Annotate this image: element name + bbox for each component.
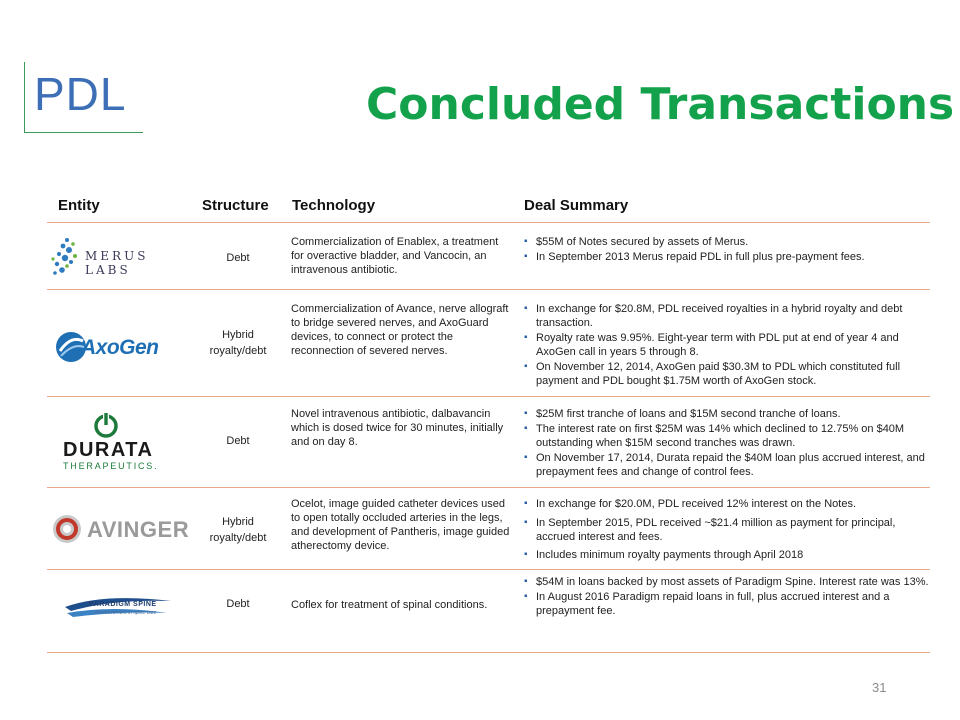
axogen-wordmark: AxoGen bbox=[81, 336, 159, 359]
row-technology: Commercialization of Enablex, a treatment for overactive bladder, and Vancocin, an intravenous antibiotic. bbox=[291, 236, 499, 276]
row-structure: Hybrid royalty/debt bbox=[209, 516, 267, 544]
row-technology: Commercialization of Avance, nerve allograft to bridge severed nerves, and AxoGuard devices, to connect or protect the reconnection of severed nerves. bbox=[291, 303, 509, 357]
summary-item: ▪ The interest rate on first $25M was 14% which declined to 12.75% on $40M outstanding when $15M second tranches was drawn. bbox=[524, 422, 929, 450]
row-technology: Coflex for treatment of spinal conditions. bbox=[291, 599, 488, 611]
summary-item: ▪ In September 2013 Merus repaid PDL in full plus pre-payment fees. bbox=[524, 250, 929, 264]
paradigm-spine-logo bbox=[47, 593, 192, 623]
row-structure: Hybrid royalty/debt bbox=[209, 329, 267, 357]
row-deal-summary bbox=[524, 235, 929, 265]
paradigm-spine-wordmark: PARADIGM SPINE bbox=[89, 601, 157, 608]
summary-item: ▪ Royalty rate was 9.95%. Eight-year term with PDL put at end of year 4 and AxoGen call in years 5 through 8. bbox=[524, 331, 929, 359]
merus-labs-wordmark: MERUS LABS bbox=[85, 249, 149, 277]
summary-item: ▪ $25M first tranche of loans and $15M second tranche of loans. bbox=[524, 407, 929, 421]
durata-subtitle: THERAPEUTICS. bbox=[63, 461, 159, 471]
row-deal-summary bbox=[524, 497, 929, 563]
table-row bbox=[47, 487, 930, 569]
header-deal-summary: Deal Summary bbox=[524, 197, 629, 214]
avinger-wordmark: AVINGER bbox=[87, 517, 190, 542]
table-bottom-divider bbox=[47, 652, 930, 653]
page-title: Concluded Transactions bbox=[366, 79, 955, 130]
row-deal-summary bbox=[524, 302, 929, 389]
header-structure: Structure bbox=[202, 197, 269, 214]
row-technology: Ocelot, image guided catheter devices used to open totally occluded arteries in the legs, and development of Pantheris, image guided atherectomy device. bbox=[291, 498, 510, 552]
durata-wordmark: DURATA bbox=[63, 439, 154, 461]
header-technology: Technology bbox=[292, 197, 376, 214]
summary-item: ▪ In exchange for $20.0M, PDL received 12% interest on the Notes. bbox=[524, 497, 929, 511]
table-row bbox=[47, 569, 930, 652]
summary-item: ▪ $54M in loans backed by most assets of Paradigm Spine. Interest rate was 13%. bbox=[524, 575, 929, 589]
avinger-mark-icon bbox=[51, 513, 83, 545]
table-row bbox=[47, 222, 930, 289]
row-structure: Debt bbox=[226, 435, 250, 447]
paradigm-spine-tagline: the movement in spine care bbox=[95, 610, 157, 616]
summary-item: ▪ On November 12, 2014, AxoGen paid $30.3M to PDL which constituted full payment and PDL bought $1.75M worth of AxoGen stock. bbox=[524, 360, 929, 388]
avinger-logo bbox=[47, 512, 192, 546]
durata-logo bbox=[47, 412, 192, 472]
pdl-logo-text: PDL bbox=[34, 68, 127, 120]
summary-item: ▪ In September 2015, PDL received ~$21.4 million as payment for principal, accrued interest and fees. bbox=[524, 516, 929, 544]
merus-labs-logo bbox=[47, 232, 192, 280]
paradigm-swoosh-icon bbox=[63, 593, 173, 623]
row-technology: Novel intravenous antibiotic, dalbavancin which is dosed twice for 30 minutes, initially and on day 8. bbox=[291, 408, 504, 448]
summary-item: ▪ In August 2016 Paradigm repaid loans in full, plus accrued interest and a prepayment fee. bbox=[524, 590, 929, 618]
summary-item: ▪ In exchange for $20.8M, PDL received royalties in a hybrid royalty and debt transaction. bbox=[524, 302, 929, 330]
row-structure: Debt bbox=[226, 598, 250, 610]
page-number: 31 bbox=[872, 680, 887, 695]
table-row bbox=[47, 396, 930, 487]
pdl-logo bbox=[24, 62, 143, 133]
summary-item: ▪ Includes minimum royalty payments through April 2018 bbox=[524, 548, 929, 562]
durata-power-icon bbox=[91, 412, 121, 438]
summary-item: ▪ $55M of Notes secured by assets of Merus. bbox=[524, 235, 929, 249]
row-structure: Debt bbox=[226, 252, 250, 264]
table-row bbox=[47, 289, 930, 396]
row-deal-summary bbox=[524, 407, 929, 480]
row-deal-summary bbox=[524, 575, 929, 619]
axogen-logo bbox=[47, 329, 192, 365]
header-entity: Entity bbox=[58, 197, 100, 214]
summary-item: ▪ On November 17, 2014, Durata repaid the $40M loan plus accrued interest, and prepayment fees and change of control fees. bbox=[524, 451, 929, 479]
